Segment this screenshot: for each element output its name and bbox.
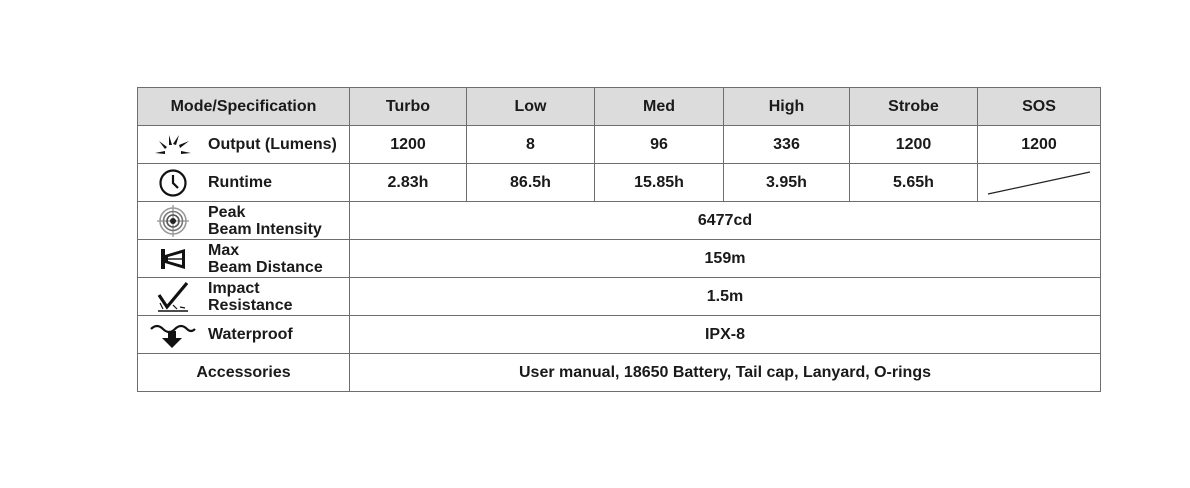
spec-header: Mode/Specification: [138, 88, 350, 126]
runtime-label: Runtime: [208, 174, 272, 191]
output-row: [138, 126, 1101, 164]
intensity-row: [138, 202, 1101, 240]
water-arrow-icon: [138, 321, 208, 349]
intensity-label-line2: Beam Intensity: [208, 220, 322, 238]
light-burst-icon: [138, 133, 208, 157]
distance-label-line1: Max: [208, 241, 240, 259]
waterproof-value: IPX-8: [350, 316, 1101, 354]
waterproof-label: Waterproof: [208, 326, 293, 343]
distance-row: [138, 240, 1101, 278]
runtime-turbo: 2.83h: [350, 164, 467, 202]
output-label: Output (Lumens): [208, 136, 337, 153]
runtime-row: [138, 164, 1101, 202]
impact-check-icon: [138, 281, 208, 313]
runtime-sos-not-applicable: [978, 164, 1101, 202]
distance-label-line2: Beam Distance: [208, 258, 323, 276]
header-row: [138, 88, 1101, 126]
distance-value: 159m: [350, 240, 1101, 278]
output-low: 8: [467, 126, 595, 164]
output-med: 96: [595, 126, 724, 164]
waterproof-label-cell: [138, 316, 350, 354]
output-high: 336: [724, 126, 850, 164]
output-turbo: 1200: [350, 126, 467, 164]
distance-label-cell: [138, 240, 350, 278]
intensity-label-line1: Peak: [208, 203, 246, 221]
specification-table: [137, 87, 1101, 392]
accessories-value: User manual, 18650 Battery, Tail cap, Lanyard, O-rings: [350, 354, 1101, 392]
clock-icon: [138, 168, 208, 198]
accessories-label: Accessories: [138, 354, 350, 392]
runtime-label-cell: [138, 164, 350, 202]
output-sos: 1200: [978, 126, 1101, 164]
mode-turbo-header: Turbo: [350, 88, 467, 126]
mode-strobe-header: Strobe: [850, 88, 978, 126]
runtime-low: 86.5h: [467, 164, 595, 202]
impact-label-line1: Impact: [208, 279, 260, 297]
accessories-row: [138, 354, 1101, 392]
intensity-label-cell: [138, 202, 350, 240]
mode-low-header: Low: [467, 88, 595, 126]
impact-label-line2: Resistance: [208, 296, 293, 314]
beam-icon: [138, 247, 208, 271]
runtime-med: 15.85h: [595, 164, 724, 202]
impact-row: [138, 278, 1101, 316]
intensity-value: 6477cd: [350, 202, 1101, 240]
mode-sos-header: SOS: [978, 88, 1101, 126]
waterproof-row: [138, 316, 1101, 354]
output-label-cell: [138, 126, 350, 164]
runtime-strobe: 5.65h: [850, 164, 978, 202]
target-icon: [138, 205, 208, 237]
mode-med-header: Med: [595, 88, 724, 126]
impact-label-cell: [138, 278, 350, 316]
runtime-high: 3.95h: [724, 164, 850, 202]
output-strobe: 1200: [850, 126, 978, 164]
mode-high-header: High: [724, 88, 850, 126]
impact-value: 1.5m: [350, 278, 1101, 316]
